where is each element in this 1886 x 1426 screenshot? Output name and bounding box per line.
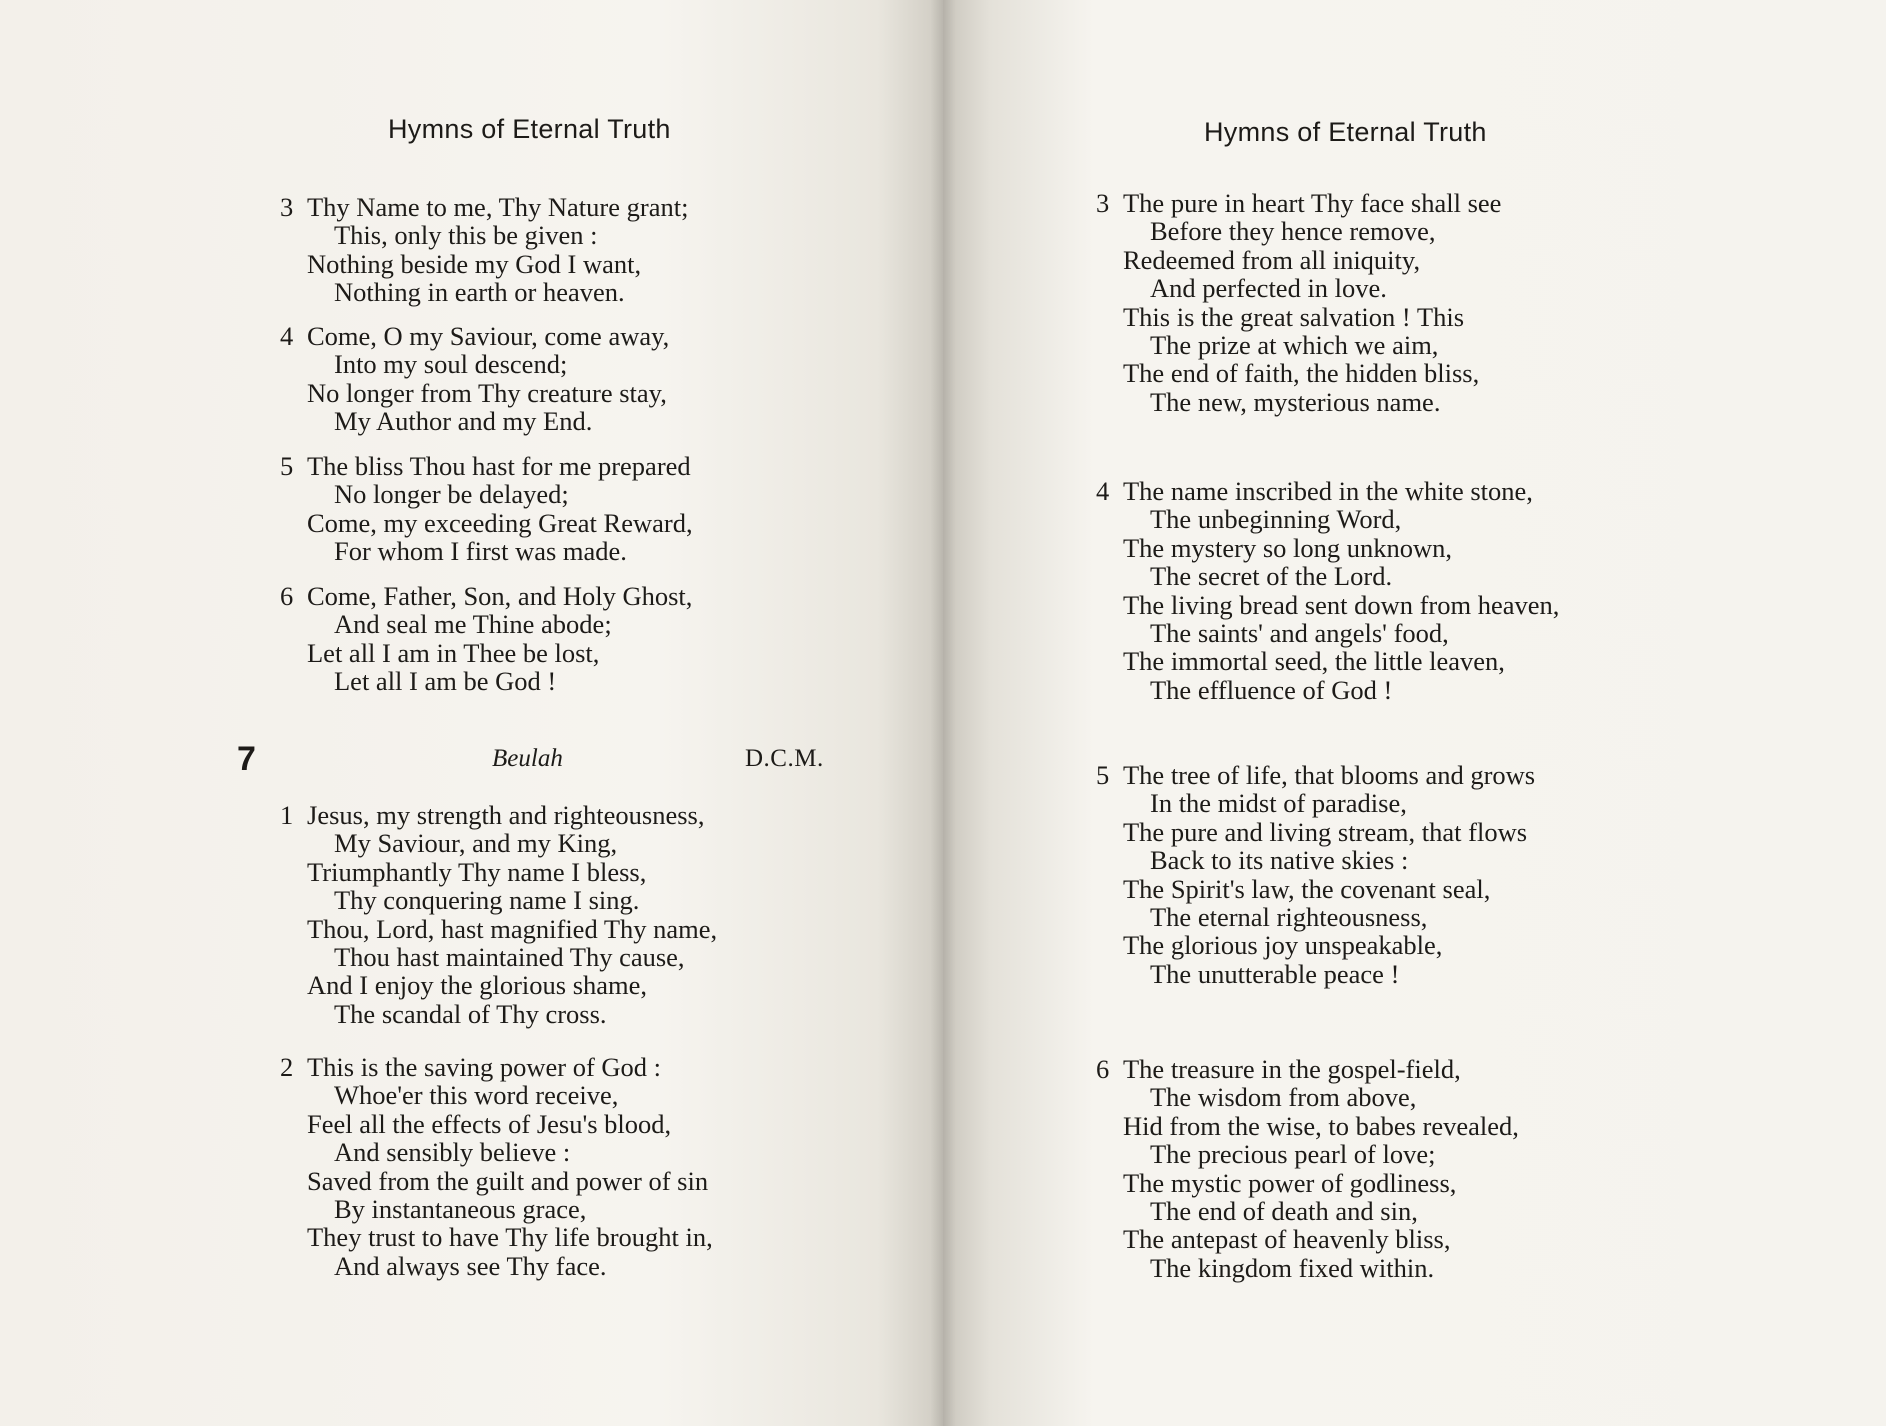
verse-line: And seal me Thine abode; bbox=[334, 609, 612, 640]
verse-line: The treasure in the gospel-field, bbox=[1123, 1054, 1461, 1084]
verse-line: In the midst of paradise, bbox=[1150, 788, 1407, 819]
verse-line: Let all I am in Thee be lost, bbox=[307, 637, 600, 668]
verse-line: Into my soul descend; bbox=[334, 349, 568, 380]
verse-line: And sensibly believe : bbox=[334, 1137, 571, 1168]
verse-line: Thou hast maintained Thy cause, bbox=[334, 942, 685, 973]
verse-line: Come, my exceeding Great Reward, bbox=[307, 507, 693, 538]
verse-line: And I enjoy the glorious shame, bbox=[307, 970, 648, 1001]
verse-line: Saved from the guilt and power of sin bbox=[307, 1165, 709, 1196]
hymn-verse-2 bbox=[280, 1052, 713, 1281]
verse-number: 1 bbox=[280, 800, 294, 830]
verse-line: My Author and my End. bbox=[334, 406, 593, 437]
verse-line: The immortal seed, the little leaven, bbox=[1123, 646, 1505, 677]
verse-line: Let all I am be God ! bbox=[334, 666, 557, 697]
verse-line: This, only this be given : bbox=[334, 220, 598, 251]
verse-line: The pure and living stream, that flows bbox=[1123, 816, 1528, 847]
verse-number: 3 bbox=[1096, 188, 1110, 218]
verse-line: The end of death and sin, bbox=[1150, 1196, 1418, 1227]
verse-line: The unbeginning Word, bbox=[1150, 504, 1402, 535]
verse-line: The glorious joy unspeakable, bbox=[1123, 930, 1443, 961]
verse-line: The Spirit's law, the covenant seal, bbox=[1123, 873, 1491, 904]
verse-line: By instantaneous grace, bbox=[334, 1194, 587, 1225]
hymn-verse-1 bbox=[280, 800, 718, 1029]
verse-line: My Saviour, and my King, bbox=[334, 828, 618, 859]
verse-5-right bbox=[1096, 760, 1536, 989]
verse-6-right bbox=[1096, 1054, 1519, 1283]
verse-line: Thy conquering name I sing. bbox=[334, 885, 640, 916]
verse-line: Back to its native skies : bbox=[1150, 845, 1409, 876]
verse-line: No longer from Thy creature stay, bbox=[307, 377, 667, 408]
verse-line: They trust to have Thy life brought in, bbox=[307, 1222, 713, 1253]
verse-3-left bbox=[280, 192, 689, 308]
verse-line: Thy Name to me, Thy Nature grant; bbox=[307, 192, 689, 222]
verse-line: The prize at which we aim, bbox=[1150, 330, 1439, 361]
verse-line: Nothing beside my God I want, bbox=[307, 248, 642, 279]
hymn-tune-name: Beulah bbox=[492, 745, 563, 772]
verse-line: Before they hence remove, bbox=[1150, 216, 1436, 247]
verse-3-right bbox=[1096, 188, 1502, 417]
verse-line: The effluence of God ! bbox=[1150, 674, 1393, 705]
verse-line: The living bread sent down from heaven, bbox=[1123, 589, 1560, 620]
verse-line: The pure in heart Thy face shall see bbox=[1123, 188, 1502, 218]
verse-line: Thou, Lord, hast magnified Thy name, bbox=[307, 913, 718, 944]
verse-number: 6 bbox=[1096, 1054, 1110, 1084]
verse-line: The tree of life, that blooms and grows bbox=[1123, 760, 1536, 790]
verse-line: The eternal righteousness, bbox=[1150, 902, 1428, 933]
verse-line: This is the saving power of God : bbox=[307, 1052, 662, 1082]
verse-line: The scandal of Thy cross. bbox=[334, 998, 607, 1029]
running-head-right: Hymns of Eternal Truth bbox=[1204, 117, 1487, 147]
verse-4-left bbox=[280, 321, 670, 437]
verse-number: 2 bbox=[280, 1052, 294, 1082]
right-page bbox=[943, 0, 1886, 1426]
verse-6-left bbox=[280, 581, 693, 697]
verse-number: 4 bbox=[1096, 476, 1110, 506]
verse-4-right bbox=[1096, 476, 1560, 705]
verse-line: No longer be delayed; bbox=[334, 479, 569, 510]
verse-line: For whom I first was made. bbox=[334, 536, 627, 567]
verse-line: Jesus, my strength and righteousness, bbox=[307, 800, 705, 830]
verse-line: The mystery so long unknown, bbox=[1123, 532, 1453, 563]
verse-line: The unutterable peace ! bbox=[1150, 958, 1400, 989]
verse-line: And always see Thy face. bbox=[334, 1250, 607, 1281]
hymn-number: 7 bbox=[237, 740, 256, 778]
hymn-meter: D.C.M. bbox=[745, 745, 824, 772]
verse-number: 4 bbox=[280, 321, 294, 351]
verse-5-left bbox=[280, 451, 693, 567]
verse-line: This is the great salvation ! This bbox=[1123, 301, 1465, 332]
verse-line: Feel all the effects of Jesu's blood, bbox=[307, 1108, 672, 1139]
verse-line: Triumphantly Thy name I bless, bbox=[307, 856, 647, 887]
verse-line: And perfected in love. bbox=[1150, 273, 1387, 304]
verse-number: 3 bbox=[280, 192, 294, 222]
verse-line: The secret of the Lord. bbox=[1150, 561, 1393, 592]
verse-line: Whoe'er this word receive, bbox=[334, 1080, 619, 1111]
verse-line: The saints' and angels' food, bbox=[1150, 618, 1449, 649]
verse-line: The mystic power of godliness, bbox=[1123, 1167, 1457, 1198]
verse-line: The wisdom from above, bbox=[1150, 1082, 1417, 1113]
verse-line: The end of faith, the hidden bliss, bbox=[1123, 358, 1480, 389]
verse-line: Come, Father, Son, and Holy Ghost, bbox=[307, 581, 693, 611]
verse-line: The name inscribed in the white stone, bbox=[1123, 476, 1533, 506]
verse-line: Come, O my Saviour, come away, bbox=[307, 321, 670, 351]
verse-line: Nothing in earth or heaven. bbox=[334, 277, 625, 308]
verse-number: 5 bbox=[1096, 760, 1110, 790]
verse-line: The precious pearl of love; bbox=[1150, 1139, 1436, 1170]
verse-line: The bliss Thou hast for me prepared bbox=[307, 451, 691, 481]
verse-line: The new, mysterious name. bbox=[1150, 386, 1441, 417]
verse-line: The kingdom fixed within. bbox=[1150, 1252, 1435, 1283]
verse-line: Redeemed from all iniquity, bbox=[1123, 244, 1421, 275]
verse-number: 6 bbox=[280, 581, 294, 611]
verse-number: 5 bbox=[280, 451, 294, 481]
running-head-left: Hymns of Eternal Truth bbox=[388, 114, 671, 144]
verse-line: The antepast of heavenly bliss, bbox=[1123, 1224, 1451, 1255]
verse-line: Hid from the wise, to babes revealed, bbox=[1123, 1110, 1519, 1141]
book-gutter-shadow bbox=[930, 0, 956, 1426]
